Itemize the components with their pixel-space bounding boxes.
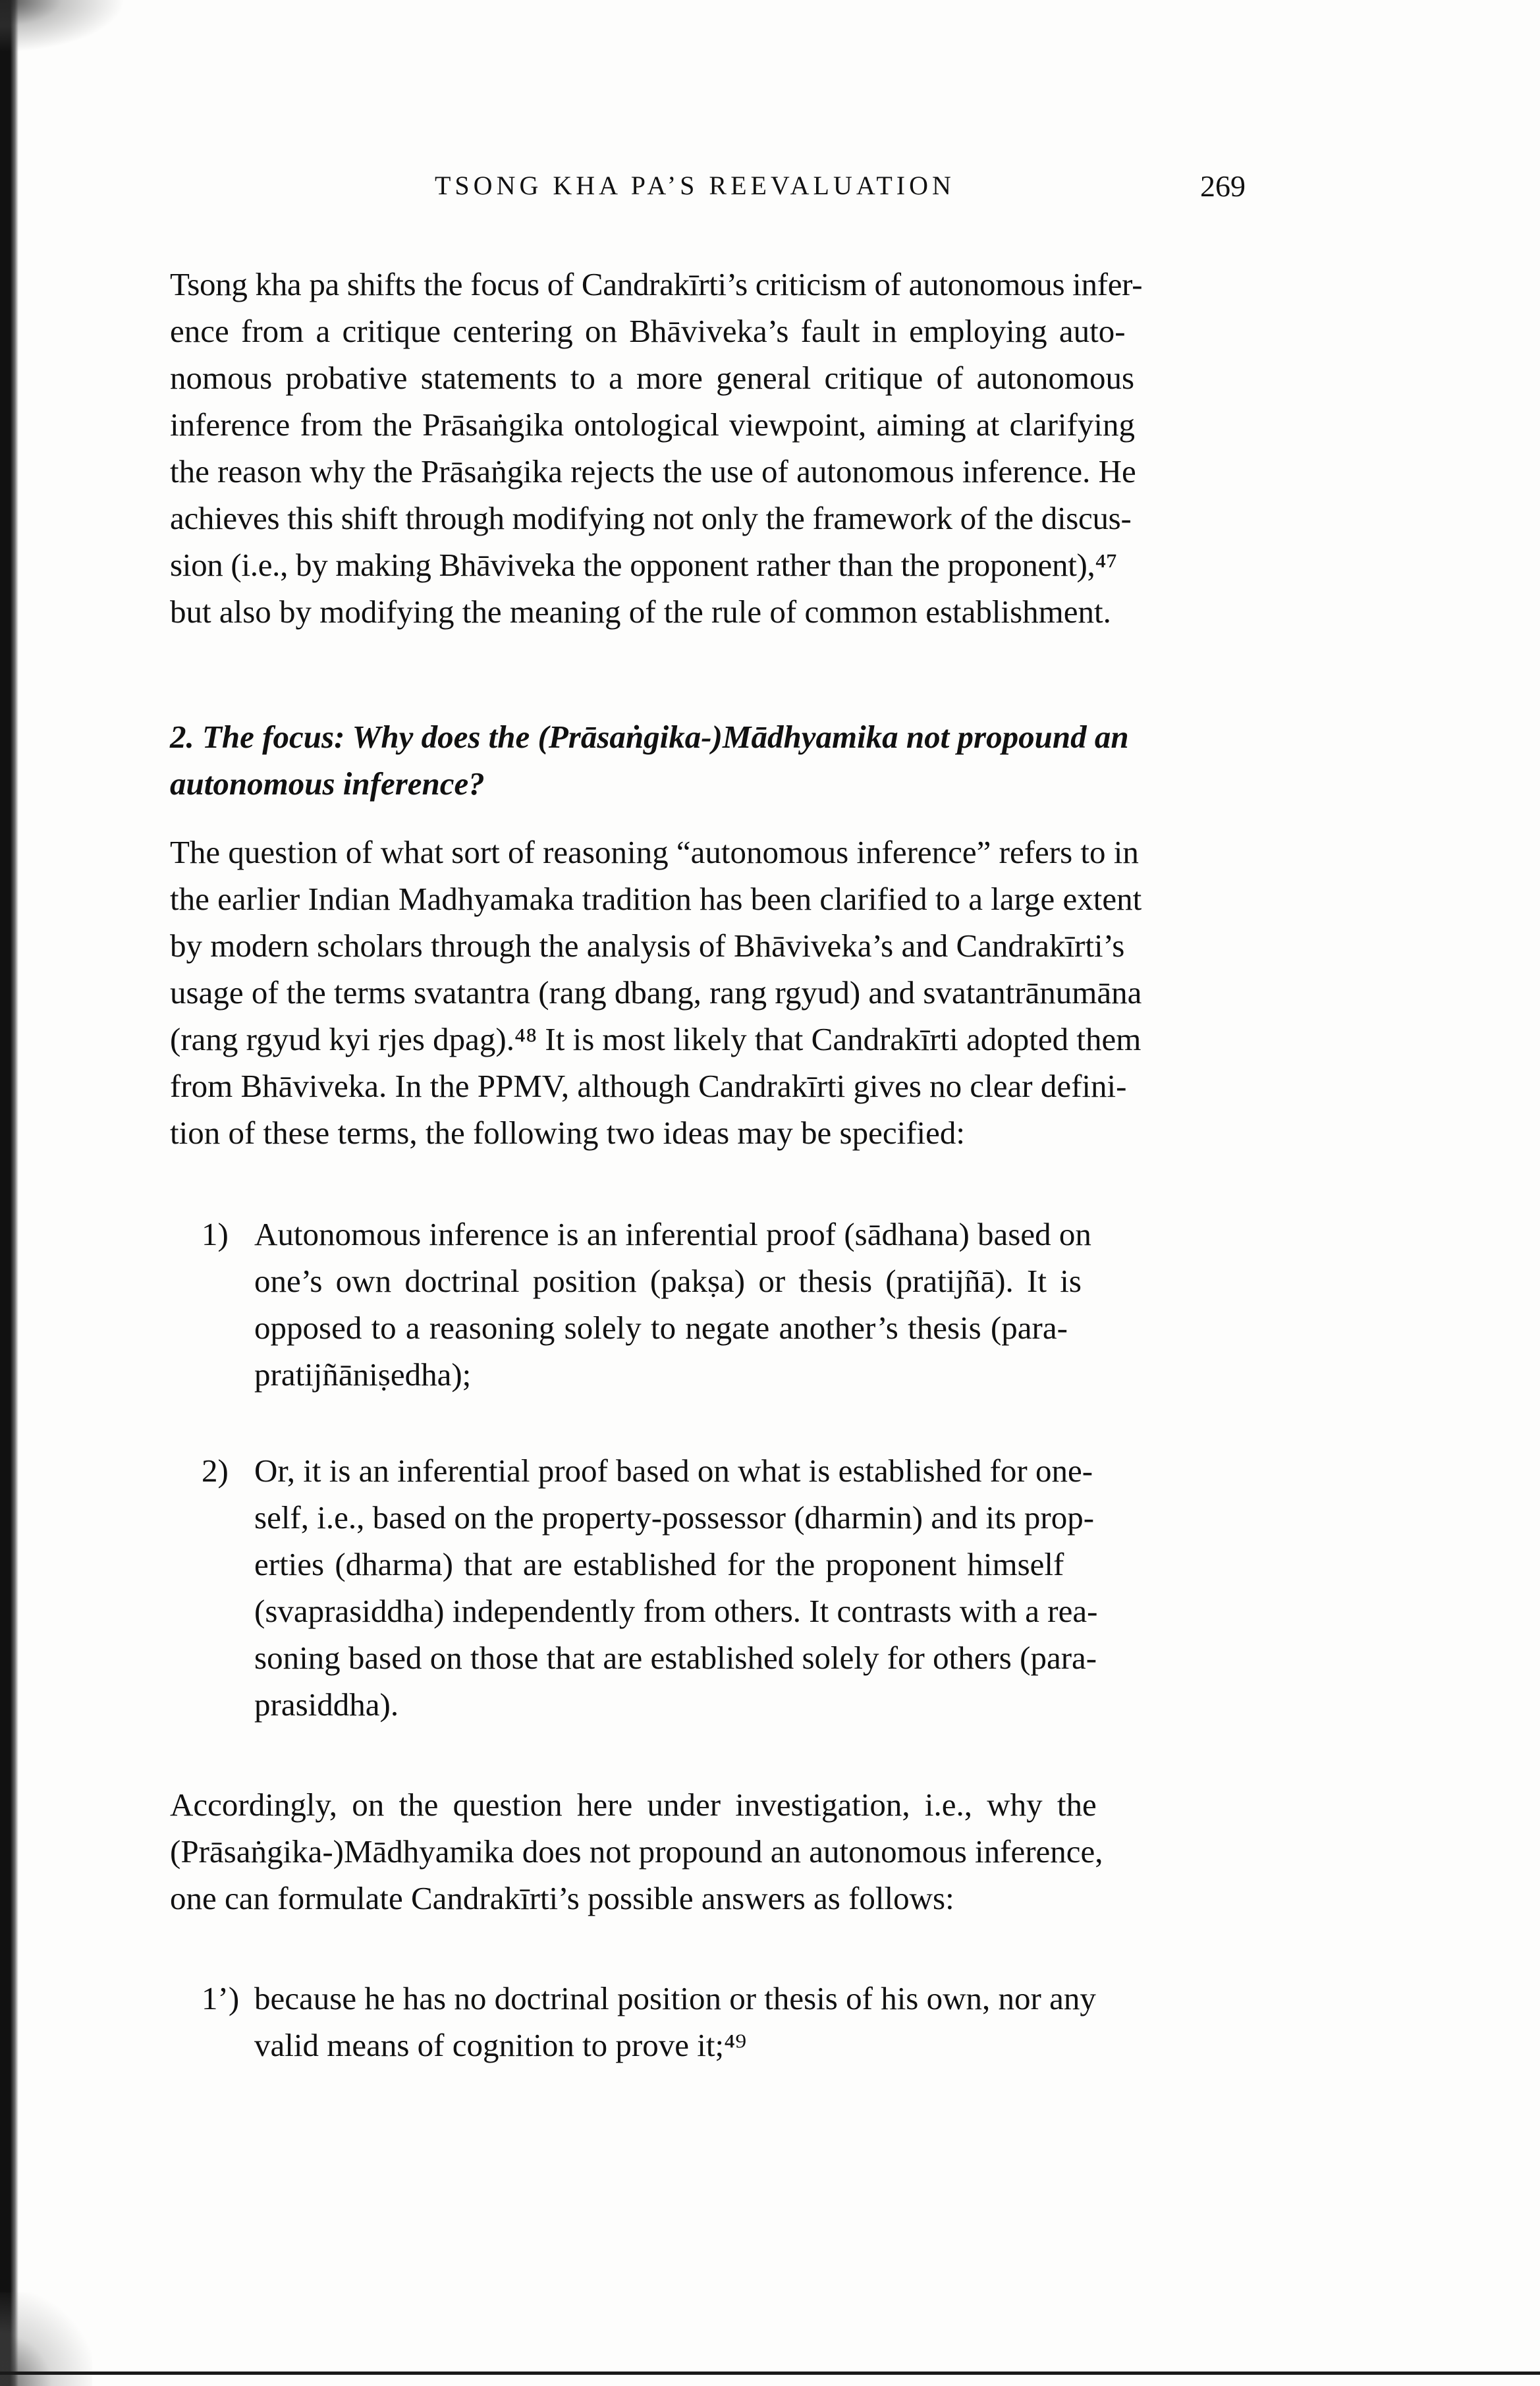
- list-number: 1): [202, 1216, 229, 1252]
- scan-smudge-top: [0, 0, 125, 53]
- paragraph-2-line: The question of what sort of reasoning “autonomous inference” refers to in: [170, 834, 1139, 870]
- list-item-1-line: pratijñāniṣedha);: [254, 1356, 472, 1393]
- paragraph-3-line: one can formulate Candrakīrti’s possible answers as follows:: [170, 1880, 954, 1916]
- paragraph-1-line: sion (i.e., by making Bhāviveka the opponent rather than the proponent),⁴⁷: [170, 547, 1118, 583]
- paragraph-1-line: Tsong kha pa shifts the focus of Candrakīrti’s criticism of autonomous infer-: [170, 266, 1143, 302]
- paragraph-1-line: but also by modifying the meaning of the rule of common establishment.: [170, 594, 1111, 630]
- list-item-3-line: 1’) because he has no doctrinal position or thesis of his own, nor any: [202, 1975, 1096, 2022]
- binding-shadow: [0, 0, 18, 2386]
- paragraph-3-line: (Prāsaṅgika-)Mādhyamika does not propound an autonomous inference,: [170, 1833, 1103, 1870]
- list-item-1-line: 1) Autonomous inference is an inferential proof (sādhana) based on: [202, 1211, 1091, 1258]
- scan-bottom-edge: [0, 2372, 1540, 2375]
- list-item-2-line: (svaprasiddha) independently from others. It contrasts with a rea-: [254, 1593, 1098, 1629]
- paragraph-2-line: by modern scholars through the analysis of Bhāviveka’s and Candrakīrti’s: [170, 928, 1125, 964]
- list-number: 1’): [202, 1980, 240, 2016]
- paragraph-1-line: nomous probative statements to a more general critique of autonomous: [170, 360, 1135, 396]
- list-item-2-line: soning based on those that are established solely for others (para-: [254, 1640, 1097, 1676]
- paragraph-2-line: from Bhāviveka. In the PPMV, although Candrakīrti gives no clear defini-: [170, 1068, 1127, 1104]
- paragraph-2-line: the earlier Indian Madhyamaka tradition has been clarified to a large extent: [170, 881, 1142, 917]
- paragraph-2-line: (rang rgyud kyi rjes dpag).⁴⁸ It is most likely that Candrakīrti adopted them: [170, 1021, 1141, 1057]
- list-item-2-line: 2) Or, it is an inferential proof based on what is established for one-: [202, 1447, 1093, 1494]
- list-item-2-line: self, i.e., based on the property-possessor (dharmin) and its prop-: [254, 1499, 1095, 1536]
- paragraph-3-line: Accordingly, on the question here under investigation, i.e., why the: [170, 1787, 1097, 1823]
- list-number: 2): [202, 1453, 229, 1489]
- paragraph-1-line: the reason why the Prāsaṅgika rejects the use of autonomous inference. He: [170, 453, 1136, 489]
- page-number: 269: [1200, 169, 1246, 203]
- section-heading: autonomous inference?: [170, 765, 485, 802]
- running-head: TSONG KHA PA’S REEVALUATION: [435, 171, 955, 200]
- list-item-1-line: opposed to a reasoning solely to negate another’s thesis (para-: [254, 1310, 1068, 1346]
- paragraph-1-line: inference from the Prāsaṅgika ontological viewpoint, aiming at clarifying: [170, 406, 1135, 443]
- list-item-3-line: valid means of cognition to prove it;⁴⁹: [254, 2027, 747, 2063]
- paragraph-1-line: ence from a critique centering on Bhāviveka’s fault in employing auto-: [170, 313, 1126, 349]
- paragraph-2-line: tion of these terms, the following two ideas may be specified:: [170, 1115, 966, 1151]
- list-item-2-line: erties (dharma) that are established for the proponent himself: [254, 1546, 1064, 1582]
- paragraph-1-line: achieves this shift through modifying not only the framework of the discus-: [170, 500, 1132, 536]
- paragraph-2-line: usage of the terms svatantra (rang dbang, rang rgyud) and svatantrānumāna: [170, 974, 1142, 1011]
- list-item-1-line: one’s own doctrinal position (pakṣa) or thesis (pratijñā). It is: [254, 1263, 1082, 1299]
- list-item-2-line: prasiddha).: [254, 1686, 399, 1723]
- section-heading: 2. The focus: Why does the (Prāsaṅgika-)Mādhyamika not propound an: [170, 719, 1129, 755]
